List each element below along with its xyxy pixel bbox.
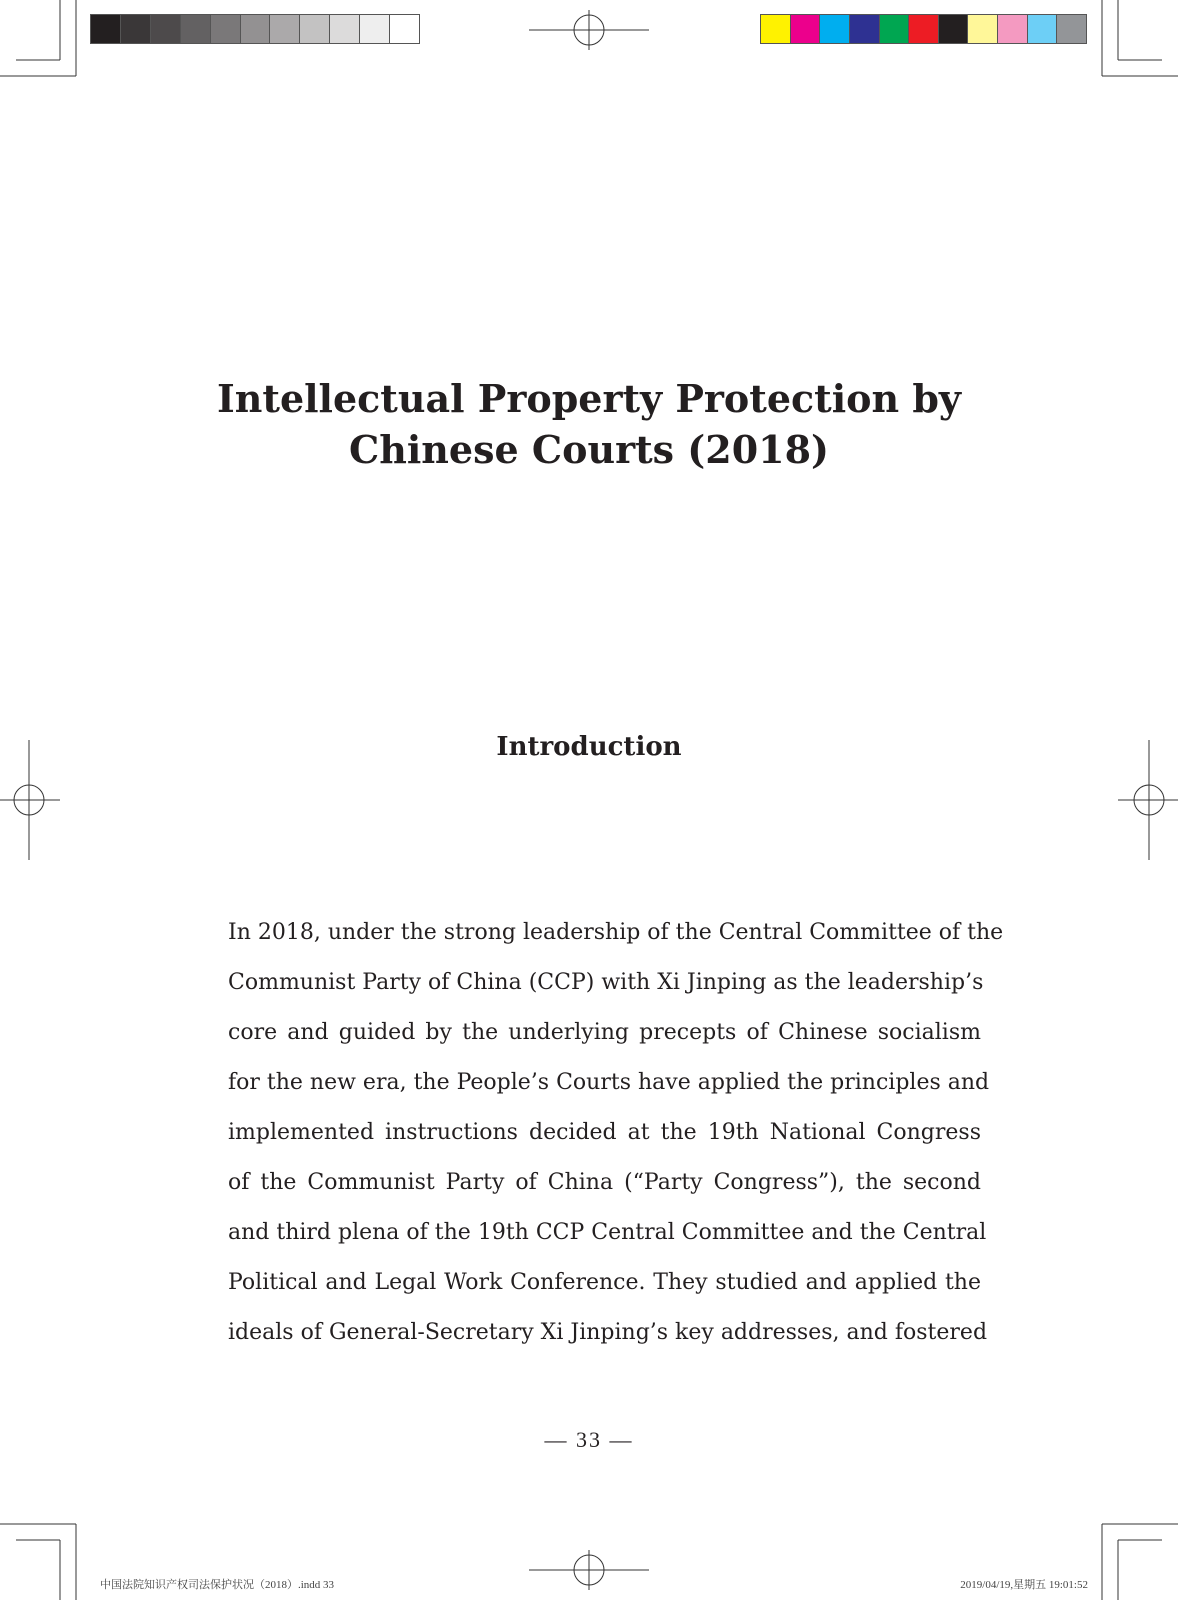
document-title: [0, 373, 1178, 475]
color-swatch-5: [880, 15, 910, 43]
color-swatch-bar: [760, 14, 1087, 44]
crop-mark-top-right: [1102, 0, 1178, 76]
grayscale-swatch-6: [241, 15, 271, 43]
body-line: of the Communist Party of China (“Party Congress”), the second: [228, 1170, 981, 1195]
color-swatch-11: [1057, 15, 1086, 43]
slug-file-name: 中国法院知识产权司法保护状况（2018）.indd 33: [100, 1579, 335, 1591]
crop-mark-bottom-right: [1102, 1524, 1178, 1600]
crop-mark-top-left: [0, 0, 76, 76]
color-swatch-6: [909, 15, 939, 43]
body-line: and third plena of the 19th CCP Central Committee and the Central: [228, 1220, 987, 1245]
grayscale-swatch-9: [330, 15, 360, 43]
title-line-2: Chinese Courts (2018): [348, 427, 830, 472]
color-swatch-7: [939, 15, 969, 43]
grayscale-swatch-2: [121, 15, 151, 43]
grayscale-swatch-7: [270, 15, 300, 43]
section-heading: Introduction: [496, 732, 682, 762]
color-swatch-1: [761, 15, 791, 43]
body-line: In 2018, under the strong leadership of the Central Committee of the: [228, 920, 1004, 945]
registration-mark-bottom: [529, 1550, 649, 1590]
color-swatch-9: [998, 15, 1028, 43]
title-line-1: Intellectual Property Protection by: [216, 376, 961, 421]
color-swatch-8: [968, 15, 998, 43]
grayscale-swatch-10: [360, 15, 390, 43]
body-line: Political and Legal Work Conference. They studied and applied the: [228, 1270, 981, 1295]
grayscale-swatch-11: [390, 15, 419, 43]
body-line: core and guided by the underlying precepts of Chinese socialism: [228, 1020, 981, 1045]
slug-timestamp: 2019/04/19,星期五 19:01:52: [960, 1579, 1088, 1591]
page-number: — 33 —: [544, 1427, 634, 1452]
body-line: Communist Party of China (CCP) with Xi Jinping as the leadership’s: [228, 970, 984, 995]
color-swatch-4: [850, 15, 880, 43]
body-line: implemented instructions decided at the 19th National Congress: [228, 1120, 981, 1145]
grayscale-swatch-3: [151, 15, 181, 43]
body-line: ideals of General-Secretary Xi Jinping’s key addresses, and fostered: [228, 1320, 988, 1345]
grayscale-swatch-8: [300, 15, 330, 43]
registration-mark-top: [529, 10, 649, 50]
grayscale-swatch-bar: [90, 14, 420, 44]
body-line: for the new era, the People’s Courts have applied the principles and: [228, 1070, 990, 1095]
grayscale-swatch-5: [211, 15, 241, 43]
grayscale-swatch-1: [91, 15, 121, 43]
color-swatch-3: [820, 15, 850, 43]
body-paragraph: [228, 917, 1004, 1367]
color-swatch-2: [791, 15, 821, 43]
grayscale-swatch-4: [181, 15, 211, 43]
crop-mark-bottom-left: [0, 1524, 76, 1600]
color-swatch-10: [1028, 15, 1058, 43]
